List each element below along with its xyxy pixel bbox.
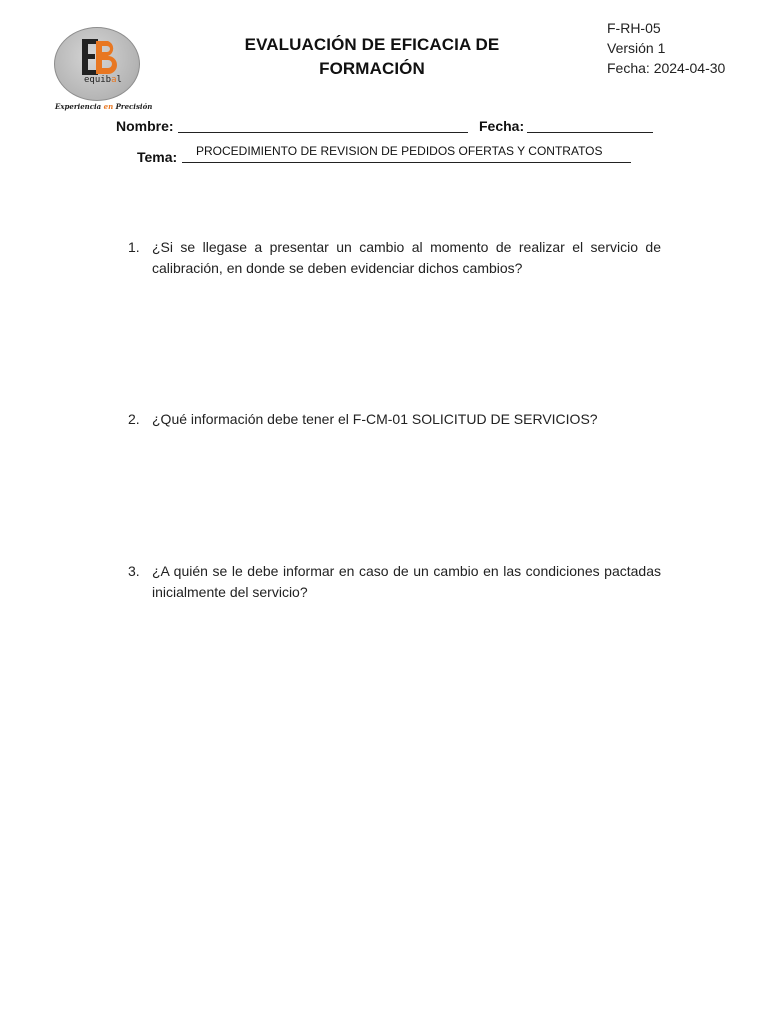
- question-number: 3.: [128, 563, 140, 579]
- logo-tagline: Experiencia en Precisión: [55, 102, 153, 111]
- title-line-1: EVALUACIÓN DE EFICACIA DE: [244, 35, 500, 54]
- document-date: Fecha: 2024-04-30: [607, 60, 726, 76]
- tema-field-line[interactable]: [182, 162, 631, 163]
- logo-eb-mark: [52, 27, 144, 99]
- nombre-label: Nombre:: [116, 118, 174, 134]
- document-code: F-RH-05: [607, 20, 661, 36]
- tema-value: PROCEDIMIENTO DE REVISION DE PEDIDOS OFERTAS Y CONTRATOS: [196, 144, 603, 158]
- document-title: [222, 33, 522, 81]
- company-logo: [52, 27, 153, 113]
- question-text: ¿Si se llegase a presentar un cambio al momento de realizar el servicio de calibración, en donde se deben evidenciar dichos cambios?: [152, 239, 661, 276]
- tema-label: Tema:: [137, 149, 178, 165]
- question-text: ¿Qué información debe tener el F-CM-01 SOLICITUD DE SERVICIOS?: [152, 411, 598, 427]
- logo-wordmark: equibal: [84, 75, 122, 85]
- title-line-2: FORMACIÓN: [319, 59, 425, 78]
- question-2: [128, 409, 661, 430]
- document-meta: [607, 18, 725, 78]
- nombre-field-line[interactable]: [178, 132, 468, 133]
- document-version: Versión 1: [607, 40, 666, 56]
- question-3: [128, 561, 661, 603]
- question-text: ¿A quién se le debe informar en caso de un cambio en las condiciones pactadas inicialmente del servicio?: [152, 563, 661, 600]
- fecha-field-line[interactable]: [527, 132, 653, 133]
- question-number: 2.: [128, 411, 140, 427]
- question-1: [128, 237, 661, 279]
- fecha-label: Fecha:: [479, 118, 525, 134]
- question-number: 1.: [128, 239, 140, 255]
